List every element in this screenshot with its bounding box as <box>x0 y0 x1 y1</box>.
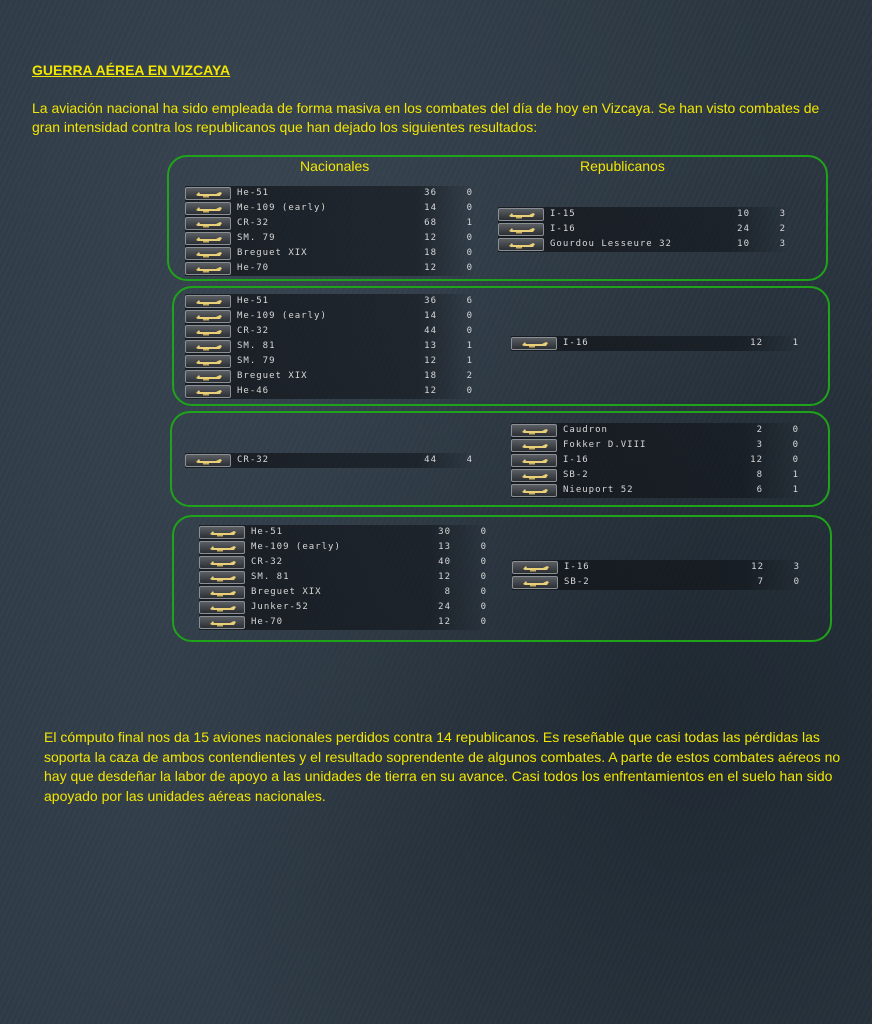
aircraft-row <box>185 246 475 261</box>
aircraft-name: Breguet XIX <box>237 248 308 258</box>
aircraft-name: Breguet XIX <box>237 371 308 381</box>
aircraft-losses: 0 <box>480 527 487 537</box>
aircraft-losses: 0 <box>466 263 473 273</box>
aircraft-losses: 0 <box>466 188 473 198</box>
aircraft-count: 10 <box>737 209 750 219</box>
aircraft-row <box>511 423 801 438</box>
aircraft-name: I-16 <box>563 455 589 465</box>
aircraft-losses: 0 <box>480 557 487 567</box>
intro-paragraph: La aviación nacional ha sido empleada de forma masiva en los combates del día de hoy en Vizcaya. Se han visto combates de gran intensidad contra los republicanos que han dejado los siguientes resultados: <box>32 100 820 135</box>
aircraft-count: 12 <box>424 233 437 243</box>
aircraft-losses: 1 <box>792 485 799 495</box>
aircraft-count: 12 <box>424 386 437 396</box>
aircraft-losses: 0 <box>466 248 473 258</box>
aircraft-losses: 0 <box>480 572 487 582</box>
aircraft-losses: 0 <box>480 617 487 627</box>
aircraft-count: 12 <box>424 263 437 273</box>
aircraft-name: CR-32 <box>237 218 270 228</box>
aircraft-icon[interactable] <box>185 232 231 245</box>
aircraft-name: CR-32 <box>237 326 270 336</box>
aircraft-row <box>199 525 489 540</box>
header-republicanos: Republicanos <box>580 158 665 174</box>
aircraft-losses: 0 <box>466 386 473 396</box>
aircraft-name: I-15 <box>550 209 576 219</box>
aircraft-count: 44 <box>424 326 437 336</box>
aircraft-icon[interactable] <box>511 439 557 452</box>
aircraft-losses: 0 <box>466 326 473 336</box>
aircraft-losses: 3 <box>779 209 786 219</box>
aircraft-losses: 0 <box>480 602 487 612</box>
aircraft-row <box>185 231 475 246</box>
header-nacionales: Nacionales <box>300 158 370 174</box>
aircraft-count: 12 <box>751 562 764 572</box>
aircraft-row <box>512 560 802 575</box>
aircraft-count: 8 <box>444 587 451 597</box>
aircraft-count: 3 <box>756 440 763 450</box>
aircraft-name: Fokker D.VIII <box>563 440 647 450</box>
aircraft-losses: 0 <box>793 577 800 587</box>
aircraft-icon[interactable] <box>185 247 231 260</box>
aircraft-icon[interactable] <box>498 208 544 221</box>
aircraft-count: 40 <box>438 557 451 567</box>
aircraft-count: 18 <box>424 248 437 258</box>
panel-3-nacionales-list <box>185 453 475 468</box>
aircraft-row <box>185 294 475 309</box>
aircraft-icon[interactable] <box>512 561 558 574</box>
aircraft-name: SM. 81 <box>251 572 290 582</box>
aircraft-row <box>199 570 489 585</box>
aircraft-icon[interactable] <box>185 355 231 368</box>
aircraft-name: Junker-52 <box>251 602 309 612</box>
aircraft-count: 14 <box>424 311 437 321</box>
aircraft-name: He-51 <box>237 296 270 306</box>
aircraft-row <box>185 309 475 324</box>
aircraft-row <box>511 453 801 468</box>
aircraft-row <box>185 201 475 216</box>
aircraft-row <box>511 483 801 498</box>
aircraft-name: He-70 <box>251 617 284 627</box>
aircraft-icon[interactable] <box>199 586 245 599</box>
aircraft-row <box>199 585 489 600</box>
aircraft-count: 36 <box>424 188 437 198</box>
aircraft-row <box>185 369 475 384</box>
aircraft-losses: 2 <box>466 371 473 381</box>
aircraft-count: 13 <box>424 341 437 351</box>
panel-4-nacionales-list <box>199 525 489 630</box>
aircraft-losses: 1 <box>466 218 473 228</box>
aircraft-row <box>498 237 788 252</box>
aircraft-count: 12 <box>438 617 451 627</box>
aircraft-count: 44 <box>424 455 437 465</box>
aircraft-name: Me-109 (early) <box>237 203 327 213</box>
aircraft-row <box>512 575 802 590</box>
aircraft-icon[interactable] <box>185 217 231 230</box>
aircraft-row <box>185 384 475 399</box>
aircraft-count: 12 <box>750 338 763 348</box>
aircraft-count: 24 <box>438 602 451 612</box>
aircraft-losses: 0 <box>480 587 487 597</box>
aircraft-losses: 1 <box>792 338 799 348</box>
aircraft-name: Me-109 (early) <box>237 311 327 321</box>
panel-1-republicanos-list <box>498 207 788 252</box>
panel-2-republicanos-list <box>511 336 801 351</box>
aircraft-icon[interactable] <box>199 601 245 614</box>
page-title: GUERRA AÉREA EN VIZCAYA <box>32 62 231 78</box>
aircraft-icon[interactable] <box>199 556 245 569</box>
aircraft-row <box>185 216 475 231</box>
aircraft-icon[interactable] <box>185 385 231 398</box>
aircraft-icon[interactable] <box>199 616 245 629</box>
aircraft-count: 13 <box>438 542 451 552</box>
aircraft-icon[interactable] <box>185 202 231 215</box>
aircraft-row <box>498 207 788 222</box>
aircraft-icon[interactable] <box>199 541 245 554</box>
panel-3-republicanos-list <box>511 423 801 498</box>
aircraft-row <box>185 186 475 201</box>
aircraft-row <box>185 261 475 276</box>
aircraft-name: I-16 <box>563 338 589 348</box>
aircraft-icon[interactable] <box>511 469 557 482</box>
aircraft-row <box>185 354 475 369</box>
aircraft-icon[interactable] <box>185 454 231 467</box>
aircraft-losses: 1 <box>466 356 473 366</box>
aircraft-row <box>199 615 489 630</box>
panel-4-republicanos-list <box>512 560 802 590</box>
aircraft-count: 6 <box>756 485 763 495</box>
aircraft-losses: 0 <box>466 233 473 243</box>
aircraft-count: 7 <box>757 577 764 587</box>
aircraft-name: Nieuport 52 <box>563 485 634 495</box>
aircraft-name: Caudron <box>563 425 608 435</box>
aircraft-losses: 2 <box>779 224 786 234</box>
aircraft-count: 2 <box>756 425 763 435</box>
aircraft-losses: 3 <box>779 239 786 249</box>
conclusion-paragraph: El cómputo final nos da 15 aviones nacionales perdidos contra 14 republicanos. Es reseñable que casi todas las pérdidas las soporta la caza de ambos contendientes y el resultado soprendente de algunos combates. A parte de estos combates aéreos no hay que desdeñar la labor de apoyo a las unidades de tierra en su avance. Casi todos los enfrentamientos en el suelo han sido apoyado por las unidades aéreas nacionales. <box>44 729 841 804</box>
aircraft-row <box>199 555 489 570</box>
aircraft-count: 14 <box>424 203 437 213</box>
aircraft-count: 12 <box>750 455 763 465</box>
aircraft-icon[interactable] <box>511 484 557 497</box>
aircraft-count: 18 <box>424 371 437 381</box>
aircraft-count: 12 <box>424 356 437 366</box>
aircraft-name: He-51 <box>251 527 284 537</box>
aircraft-icon[interactable] <box>498 223 544 236</box>
aircraft-count: 10 <box>737 239 750 249</box>
aircraft-name: I-16 <box>564 562 590 572</box>
aircraft-losses: 0 <box>480 542 487 552</box>
aircraft-count: 12 <box>438 572 451 582</box>
aircraft-name: SB-2 <box>564 577 590 587</box>
aircraft-losses: 0 <box>792 455 799 465</box>
aircraft-losses: 0 <box>466 203 473 213</box>
aircraft-name: SM. 81 <box>237 341 276 351</box>
aircraft-name: Breguet XIX <box>251 587 322 597</box>
aircraft-icon[interactable] <box>185 295 231 308</box>
aircraft-count: 68 <box>424 218 437 228</box>
aircraft-losses: 6 <box>466 296 473 306</box>
aircraft-name: He-70 <box>237 263 270 273</box>
aircraft-name: I-16 <box>550 224 576 234</box>
aircraft-icon[interactable] <box>199 526 245 539</box>
aircraft-name: Gourdou Lesseure 32 <box>550 239 672 249</box>
aircraft-icon[interactable] <box>511 454 557 467</box>
aircraft-icon[interactable] <box>185 310 231 323</box>
aircraft-name: He-46 <box>237 386 270 396</box>
aircraft-row <box>185 339 475 354</box>
aircraft-losses: 4 <box>466 455 473 465</box>
aircraft-row <box>185 453 475 468</box>
aircraft-icon[interactable] <box>498 238 544 251</box>
aircraft-name: Me-109 (early) <box>251 542 341 552</box>
aircraft-losses: 0 <box>792 425 799 435</box>
aircraft-icon[interactable] <box>511 424 557 437</box>
aircraft-name: He-51 <box>237 188 270 198</box>
aircraft-row <box>511 336 801 351</box>
aircraft-count: 24 <box>737 224 750 234</box>
aircraft-name: CR-32 <box>251 557 284 567</box>
aircraft-count: 30 <box>438 527 451 537</box>
aircraft-icon[interactable] <box>511 337 557 350</box>
aircraft-icon[interactable] <box>185 262 231 275</box>
aircraft-icon[interactable] <box>185 325 231 338</box>
aircraft-icon[interactable] <box>199 571 245 584</box>
aircraft-losses: 1 <box>792 470 799 480</box>
aircraft-losses: 0 <box>792 440 799 450</box>
aircraft-count: 36 <box>424 296 437 306</box>
aircraft-row <box>199 600 489 615</box>
aircraft-icon[interactable] <box>512 576 558 589</box>
panel-1-nacionales-list <box>185 186 475 276</box>
aircraft-icon[interactable] <box>185 340 231 353</box>
aircraft-name: SB-2 <box>563 470 589 480</box>
aircraft-name: CR-32 <box>237 455 270 465</box>
aircraft-icon[interactable] <box>185 370 231 383</box>
aircraft-losses: 3 <box>793 562 800 572</box>
aircraft-row <box>498 222 788 237</box>
aircraft-losses: 0 <box>466 311 473 321</box>
aircraft-row <box>511 468 801 483</box>
aircraft-icon[interactable] <box>185 187 231 200</box>
aircraft-row <box>511 438 801 453</box>
aircraft-row <box>185 324 475 339</box>
panel-2-nacionales-list <box>185 294 475 399</box>
aircraft-name: SM. 79 <box>237 356 276 366</box>
aircraft-name: SM. 79 <box>237 233 276 243</box>
aircraft-count: 8 <box>756 470 763 480</box>
aircraft-row <box>199 540 489 555</box>
aircraft-losses: 1 <box>466 341 473 351</box>
